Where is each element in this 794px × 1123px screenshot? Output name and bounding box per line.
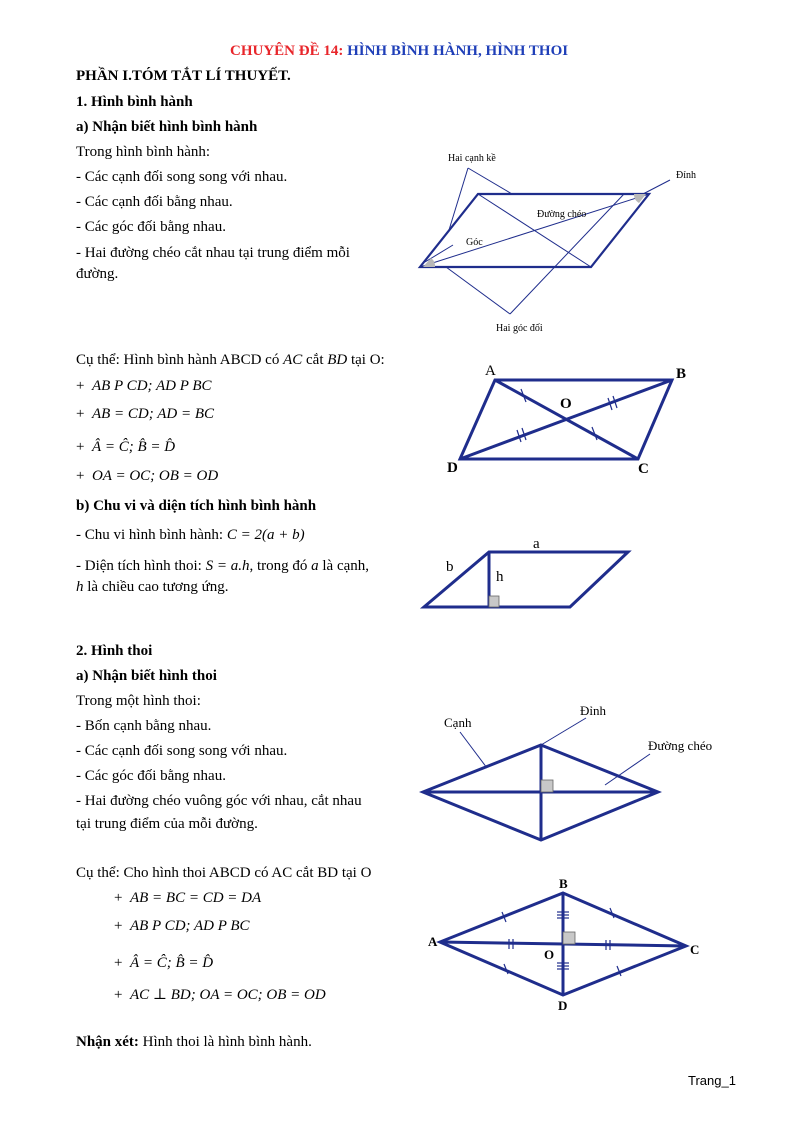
plus-sign: + — [76, 468, 85, 484]
section1a-heading: a) Nhận biết hình bình hành — [76, 119, 258, 135]
area-text: là chiều cao tương ứng. — [83, 579, 229, 595]
remark-label: Nhận xét: — [76, 1034, 139, 1050]
remark — [76, 1033, 312, 1051]
specific-text: Cụ thể: Hình bình hành ABCD có — [76, 352, 284, 368]
plus-sign: + — [114, 955, 123, 971]
section1-bullet: đường. — [76, 266, 119, 282]
math-bd: BD — [327, 352, 348, 368]
property-formula: AB = CD; AD = BC — [91, 406, 215, 422]
side-label-b: b — [446, 559, 454, 575]
vertex-label-c: C — [638, 461, 649, 477]
center-label-o: O — [560, 396, 572, 412]
plus-sign: + — [114, 918, 123, 934]
property-formula: AB = BC = CD = DA — [129, 890, 262, 906]
section1-bullet: - Các góc đối bằng nhau. — [76, 219, 226, 235]
section1b-heading: b) Chu vi và diện tích hình bình hành — [76, 498, 317, 514]
area-formula: S = a.h — [205, 558, 250, 574]
section1-intro: Trong hình bình hành: — [76, 144, 211, 160]
math-a: a — [311, 558, 319, 574]
property-formula: Â = Ĉ; B̂ = D̂ — [129, 955, 214, 971]
perimeter-text: - Chu vi hình bình hành: — [76, 527, 227, 543]
section2-bullet: tại trung điểm của mỗi đường. — [76, 816, 258, 832]
vertex-label-b: B — [559, 876, 568, 891]
section2-bullet: - Bốn cạnh bằng nhau. — [76, 718, 212, 734]
rhombus-specific: Cụ thể: Cho hình thoi ABCD có AC cắt BD tại O — [76, 865, 372, 881]
label-diagonal: Đường chéo — [537, 209, 587, 220]
label-side: Cạnh — [444, 715, 472, 730]
section2-heading: 2. Hình thoi — [76, 643, 153, 659]
plus-sign: + — [76, 439, 85, 455]
plus-sign: + — [114, 987, 123, 1003]
side-label-a: a — [533, 536, 540, 552]
right-angle-marker — [563, 932, 575, 944]
specific-text: cắt — [302, 352, 328, 368]
section1-bullet: - Các cạnh đối song song với nhau. — [76, 169, 288, 185]
plus-sign: + — [76, 378, 85, 394]
section1-heading: 1. Hình bình hành — [76, 94, 193, 110]
section1-bullet: - Hai đường chéo cắt nhau tại trung điểm mỗi — [76, 245, 350, 261]
vertex-label-b: B — [676, 366, 687, 382]
label-vertex: Đỉnh — [580, 703, 606, 718]
property-formula: AB P CD; AD P BC — [129, 918, 250, 934]
area-text: - Diện tích hình thoi: — [76, 558, 206, 574]
math-ac: AC — [283, 352, 303, 368]
section2-bullet: - Các góc đối bằng nhau. — [76, 768, 226, 784]
perimeter-formula: C = 2(a + b) — [226, 527, 305, 543]
vertex-label-c: C — [690, 942, 700, 957]
label-opposite-angles: Hai góc đối — [496, 323, 543, 334]
remark-text: Hình thoi là hình bình hành. — [138, 1034, 312, 1050]
specific-text: tại O: — [347, 352, 385, 368]
label-adjacent-sides: Hai cạnh kề — [448, 153, 496, 164]
label-diagonal: Đường chéo — [648, 738, 713, 753]
section2a-heading: a) Nhận biết hình thoi — [76, 668, 217, 684]
label-vertex: Đỉnh — [676, 170, 696, 181]
section2-intro: Trong một hình thoi: — [76, 693, 201, 709]
section1-bullet: - Các cạnh đối bằng nhau. — [76, 194, 233, 210]
section2-bullet: - Các cạnh đối song song với nhau. — [76, 743, 288, 759]
vertex-label-d: D — [447, 460, 458, 476]
property-formula: AC ⊥ BD; OA = OC; OB = OD — [129, 987, 326, 1003]
plus-sign: + — [114, 890, 123, 906]
property-formula: Â = Ĉ; B̂ = D̂ — [91, 439, 176, 455]
vertex-label-a: A — [428, 934, 438, 949]
center-label-o: O — [544, 947, 555, 962]
area-text: , trong đó — [249, 558, 312, 574]
title-prefix: CHUYÊN ĐỀ 14: — [230, 43, 348, 59]
section2-bullet: - Hai đường chéo vuông góc với nhau, cắt nhau — [76, 793, 362, 809]
plus-sign: + — [76, 406, 85, 422]
math-h: h — [76, 579, 84, 595]
height-label-h: h — [496, 569, 504, 585]
title-main: HÌNH BÌNH HÀNH, HÌNH THOI — [347, 43, 569, 59]
vertex-label-a: A — [485, 363, 496, 379]
label-angle: Góc — [466, 237, 483, 248]
part-heading: PHẦN I.TÓM TẮT LÍ THUYẾT. — [76, 68, 291, 84]
area-text: là cạnh, — [318, 558, 370, 574]
vertex-label-d: D — [558, 998, 568, 1013]
page-number: Trang_1 — [688, 1073, 736, 1088]
property-formula: OA = OC; OB = OD — [91, 468, 219, 484]
property-formula: AB P CD; AD P BC — [91, 378, 212, 394]
